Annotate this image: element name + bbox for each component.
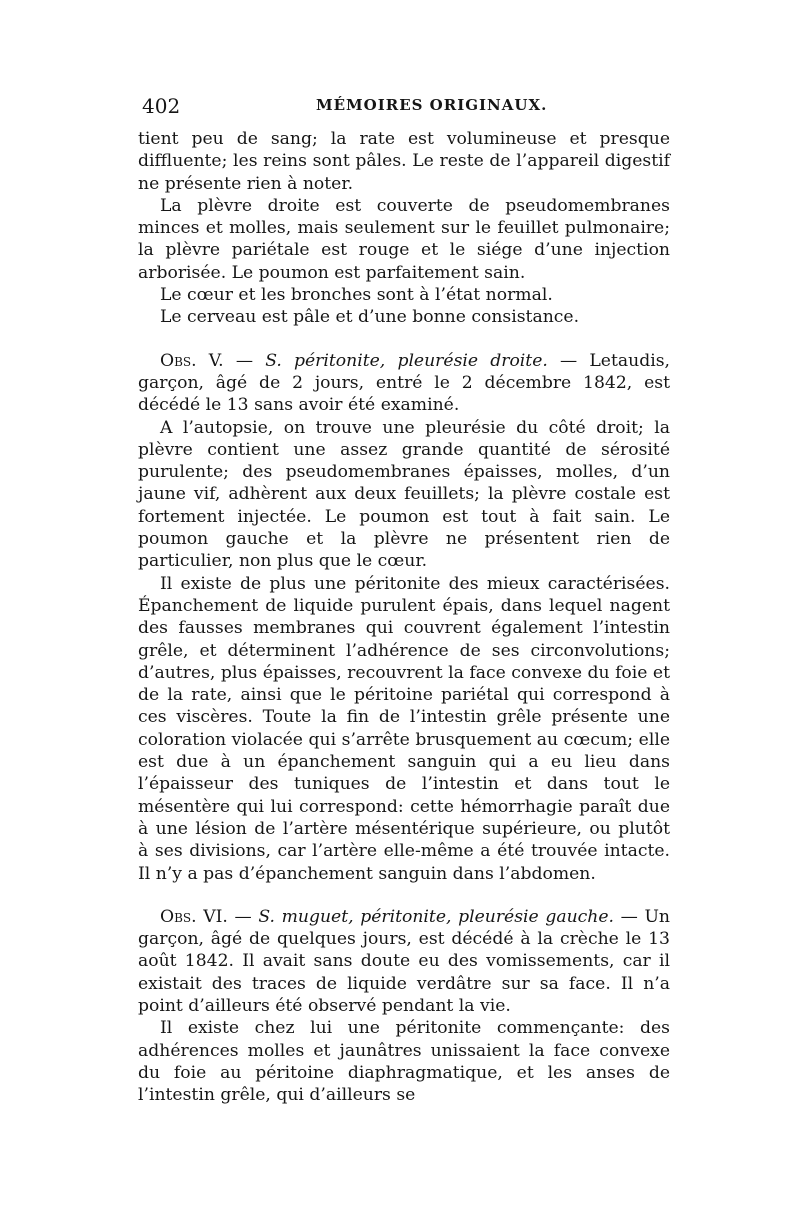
- observation-5-title: S. péritonite, pleurésie droite.: [265, 350, 548, 371]
- running-title: MÉMOIRES ORIGINAUX.: [316, 96, 548, 114]
- observation-6-heading: [138, 906, 670, 1017]
- observation-6-label: Obs. VI. —: [160, 906, 259, 927]
- observation-5-label: Obs. V. —: [160, 350, 266, 371]
- paragraph-continuation: tient peu de sang; la rate est volumineuse et presque diffluente; les reins sont pâles. Le reste de l’appareil digestif ne présente rien à noter.: [138, 129, 670, 194]
- observation-5-heading: [138, 350, 670, 417]
- observation-6-text: — Un garçon, âgé de quelques jours, est décédé à la crèche le 13 août 1842. Il avait sans doute eu des vomissements, car il existait des traces de liquide verdâtre sur sa face. Il n’a point d’ailleurs été observé pendant la vie.: [138, 906, 671, 1016]
- observation-6-title: S. muguet, péritonite, pleurésie gauche.: [258, 906, 614, 927]
- section-gap: [138, 329, 670, 350]
- page-number: 402: [142, 94, 181, 118]
- paragraph-brain: Le cerveau est pâle et d’une bonne consistance.: [160, 307, 580, 328]
- book-page: [138, 94, 670, 1106]
- paragraph-incipient-peritonitis: Il existe chez lui une péritonite commençante: des adhérences molles et jaunâtres unissaient la face convexe du foie au péritoine diaphragmatique, et les anses de l’intestin grêle, qui d’ailleurs se: [138, 1018, 670, 1106]
- paragraph-autopsy: A l’autopsie, on trouve une pleurésie du côté droit; la plèvre contient une assez grande quantité de sérosité purulente; des pseudomembranes épaisses, molles, d’un jaune vif, adhèrent aux deux feuillets; la plèvre costale est fortement injectée. Le poumon est tout à fait sain. Le poumon gauche et la plèvre ne présentent rien de particulier, non plus que le cœur.: [138, 417, 670, 572]
- paragraph-peritonitis: Il existe de plus une péritonite des mieux caractérisées. Épanchement de liquide purulent épais, dans lequel nagent des fausses membranes qui couvrent également l’intestin grêle, et déterminent l’adhérence de ses circonvolutions; d’autres, plus épaisses, recouvrent la face convexe du foie et de la rate, ainsi que le péritoine pariétal qui correspond à ces viscères. Toute la fin de l’intestin grêle présente une coloration violacée qui s’arrête brusquement au cœcum; elle est due à un épanchement sanguin qui a eu lieu dans l’épaisseur des tuniques de l’intestin et dans tout le mésentère qui lui correspond: cette hémorrhagie paraît due à une lésion de l’artère mésentérique supérieure, ou plutôt à ses divisions, car l’artère elle-même a été trouvée intacte. Il n’y a pas d’épanchement sanguin dans l’abdomen.: [138, 573, 670, 884]
- paragraph-heart: Le cœur et les bronches sont à l’état normal.: [160, 285, 553, 306]
- observation-5-text: — Letaudis, garçon, âgé de 2 jours, entré le 2 décembre 1842, est décédé le 13 sans avoir été examiné.: [138, 350, 670, 416]
- body-text: [138, 128, 670, 1106]
- running-head: [138, 94, 670, 128]
- section-gap: [138, 885, 670, 906]
- paragraph-pleura: La plèvre droite est couverte de pseudomembranes minces et molles, mais seulement sur le feuillet pulmonaire; la plèvre pariétale est rouge et le siége d’une injection arborisée. Le poumon est parfaitement sain.: [138, 195, 670, 283]
